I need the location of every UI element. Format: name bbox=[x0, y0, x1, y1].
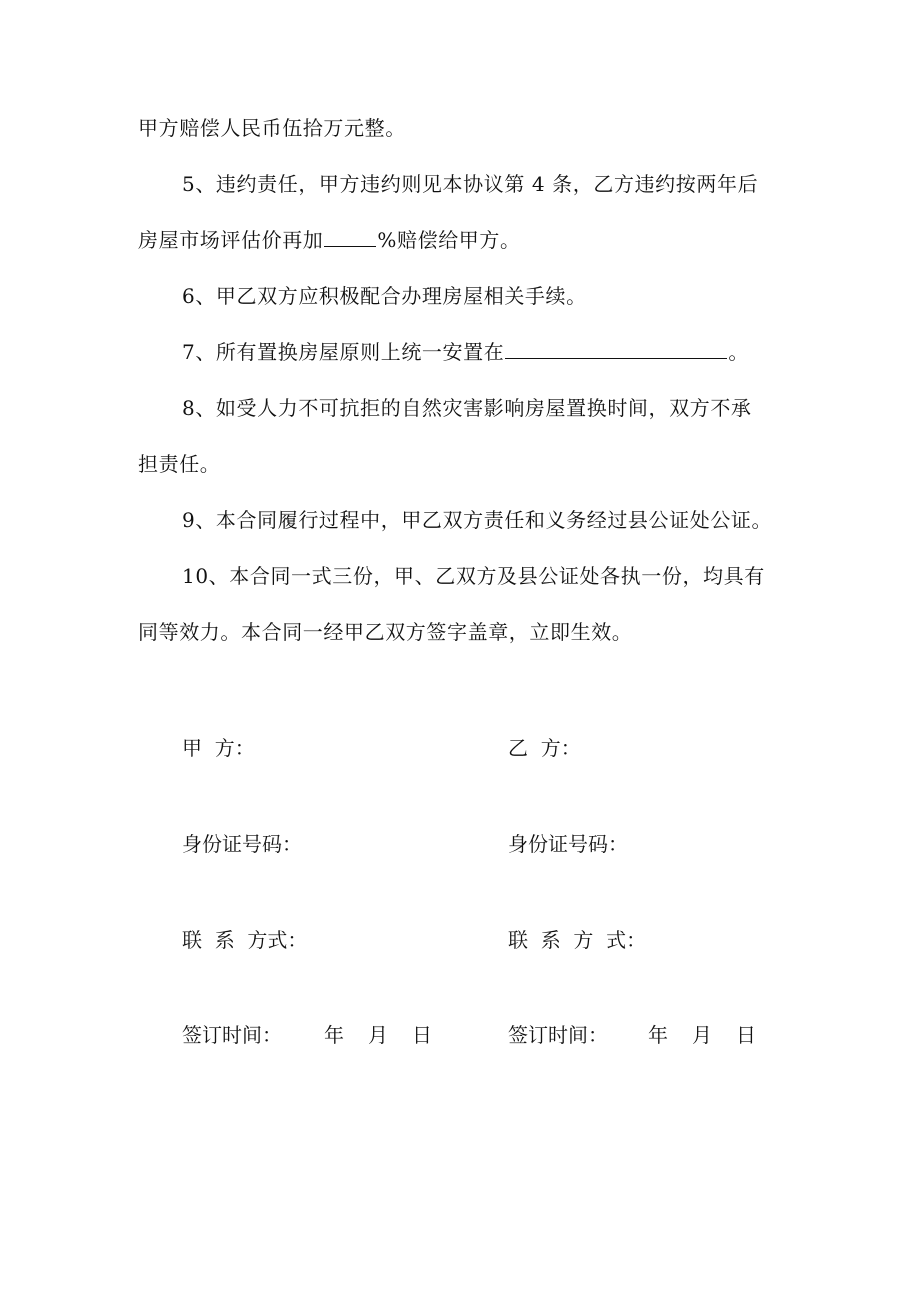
signing-date-b-label: 签订时间： bbox=[508, 1023, 608, 1047]
date-day-a: 日 bbox=[412, 1023, 432, 1047]
clause-9 bbox=[182, 506, 772, 534]
text-segment: 7、所有置换房屋原则上统一安置在 bbox=[182, 340, 505, 364]
text-segment: 。 bbox=[728, 340, 749, 364]
text-line: 同等效力。本合同一经甲乙双方签字盖章，立即生效。 bbox=[138, 620, 633, 644]
text-line: 甲方赔偿人民币伍拾万元整。 bbox=[138, 116, 406, 140]
location-blank[interactable] bbox=[505, 338, 727, 359]
date-day-b: 日 bbox=[736, 1023, 756, 1047]
clause-7 bbox=[182, 338, 749, 366]
date-month-a: 月 bbox=[368, 1023, 388, 1047]
text-segment: 房屋市场评估价再加 bbox=[138, 228, 324, 252]
date-year-a: 年 bbox=[324, 1023, 344, 1047]
clause-5-line-2 bbox=[138, 226, 521, 254]
text-line: 6、甲乙双方应积极配合办理房屋相关手续。 bbox=[182, 284, 587, 308]
percentage-blank[interactable] bbox=[324, 226, 376, 247]
date-year-b: 年 bbox=[648, 1023, 668, 1047]
clause-8-line-2 bbox=[138, 450, 220, 478]
date-month-b: 月 bbox=[692, 1023, 712, 1047]
clause-10-line-2 bbox=[138, 618, 632, 646]
text-line: 担责任。 bbox=[138, 452, 221, 476]
text-segment: %赔偿给甲方。 bbox=[377, 228, 521, 252]
contact-b-label: 联 系 方 式： bbox=[508, 928, 647, 952]
id-number-a-label: 身份证号码： bbox=[182, 832, 302, 856]
party-a-label: 甲 方： bbox=[182, 736, 255, 760]
paragraph-continuation bbox=[138, 114, 406, 142]
clause-6 bbox=[182, 282, 587, 310]
signing-date-a-label: 签订时间： bbox=[182, 1023, 282, 1047]
party-b-label: 乙 方： bbox=[508, 736, 581, 760]
text-line: 8、如受人力不可抗拒的自然灾害影响房屋置换时间，双方不承 bbox=[182, 396, 752, 420]
text-line: 5、违约责任，甲方违约则见本协议第 4 条，乙方违约按两年后 bbox=[182, 172, 759, 196]
text-line: 10、本合同一式三份，甲、乙双方及县公证处各执一份，均具有 bbox=[182, 564, 765, 588]
contact-a-label: 联 系 方式： bbox=[182, 928, 308, 952]
clause-8-line-1 bbox=[182, 394, 752, 422]
text-line: 9、本合同履行过程中，甲乙双方责任和义务经过县公证处公证。 bbox=[182, 508, 773, 532]
clause-10-line-1 bbox=[182, 562, 765, 590]
id-number-b-label: 身份证号码： bbox=[508, 832, 628, 856]
clause-5-line-1 bbox=[182, 170, 758, 198]
